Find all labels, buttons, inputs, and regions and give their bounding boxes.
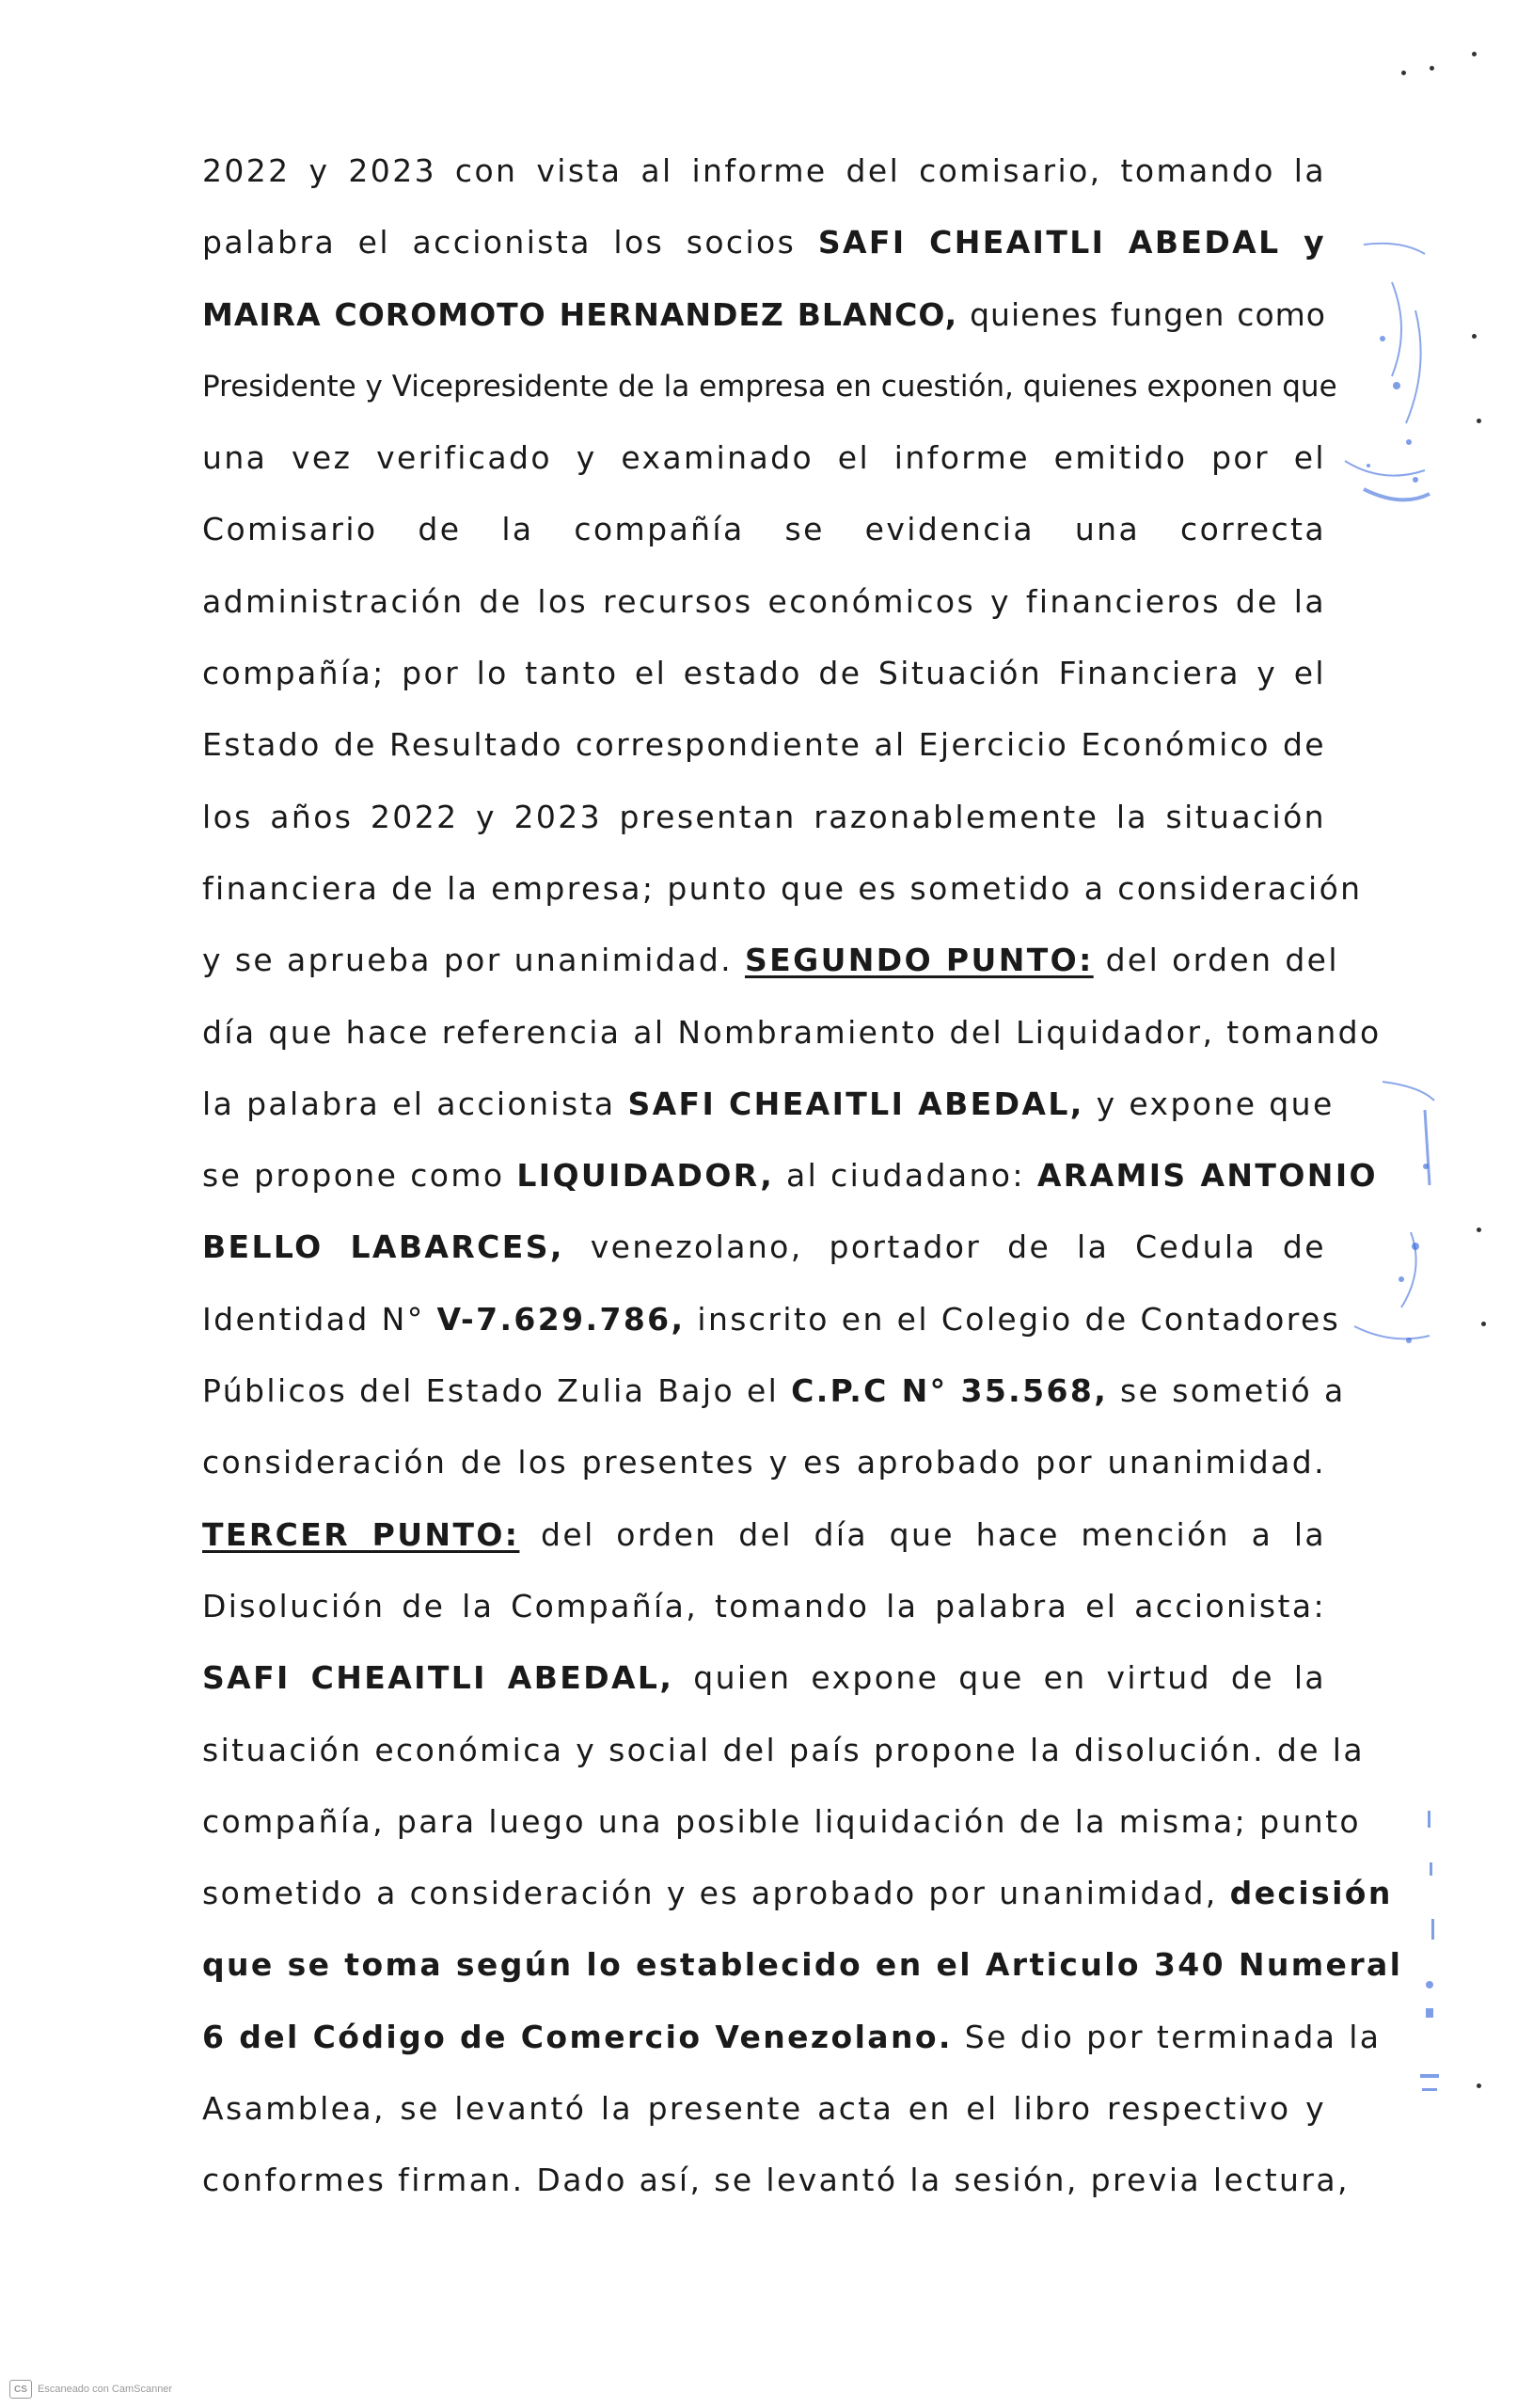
scan-speck xyxy=(1472,334,1477,339)
text-line: los años 2022 y 2023 presentan razonablemente la situación xyxy=(202,798,1326,835)
stamp-fragment xyxy=(1401,1806,1458,2116)
text-line: Estado de Resultado correspondiente al Ejercicio Económico de xyxy=(202,726,1326,764)
scan-speck xyxy=(1472,52,1477,56)
text-line: MAIRA COROMOTO HERNANDEZ BLANCO, quienes fungen como xyxy=(202,295,1326,333)
text-line: y se aprueba por unanimidad. SEGUNDO PUNTO: del orden del xyxy=(202,942,1339,979)
text-line: Presidente y Vicepresidente de la empresa en cuestión, quienes exponen que xyxy=(202,369,1337,404)
text-line: consideración de los presentes y es aprobado por unanimidad. xyxy=(202,1444,1326,1481)
text-line: TERCER PUNTO: del orden del día que hace mención a la xyxy=(202,1515,1327,1553)
camscanner-logo-icon: CS xyxy=(9,2380,32,2399)
text-line: BELLO LABARCES, venezolano, portador de la Cedula de xyxy=(202,1228,1326,1266)
text-line: Públicos del Estado Zulia Bajo el C.P.C N° 35.568, se sometió a xyxy=(202,1372,1346,1410)
decision-text: 6 del Código de Comercio Venezolano. xyxy=(202,2018,953,2055)
text-line: conformes firman. Dado así, se levantó la sesión, previa lectura, xyxy=(202,2162,1350,2199)
text-line: se propone como LIQUIDADOR, al ciudadano: ARAMIS ANTONIO xyxy=(202,1157,1378,1195)
scan-speck xyxy=(1477,1228,1481,1232)
text-line: la palabra el accionista SAFI CHEAITLI ABEDAL, y expone que xyxy=(202,1085,1335,1122)
tercer-punto-heading: TERCER PUNTO: xyxy=(202,1515,520,1553)
text-line: compañía; por lo tanto el estado de Situación Financiera y el xyxy=(202,655,1326,692)
text-line: Identidad N° V-7.629.786, inscrito en el Colegio de Contadores xyxy=(202,1300,1341,1338)
text-line: Disolución de la Compañía, tomando la palabra el accionista: xyxy=(202,1587,1326,1624)
decision-text: decisión xyxy=(1229,1875,1393,1912)
stamp-fragment xyxy=(1335,1054,1439,1354)
text-line: administración de los recursos económicos y financieros de la xyxy=(202,582,1326,620)
cpc-number: C.P.C N° 35.568, xyxy=(791,1372,1109,1410)
liquidador-label: LIQUIDADOR, xyxy=(516,1157,775,1195)
text-line: 6 del Código de Comercio Venezolano. Se dio por terminada la xyxy=(202,2018,1382,2055)
text-line: Comisario de la compañía se evidencia una correcta xyxy=(202,511,1326,548)
name-safi: SAFI CHEAITLI ABEDAL, xyxy=(202,1659,674,1697)
text-line: 2022 y 2023 con vista al informe del comisario, tomando la xyxy=(202,152,1326,189)
text-line: SAFI CHEAITLI ABEDAL, quien expone que en virtud de la xyxy=(202,1659,1327,1697)
name-safi: SAFI CHEAITLI ABEDAL, xyxy=(627,1085,1084,1122)
scan-speck xyxy=(1477,419,1481,423)
scan-speck xyxy=(1481,1322,1486,1326)
stamp-fragment xyxy=(1326,226,1430,527)
watermark-text: Escaneado con CamScanner xyxy=(38,2384,173,2395)
text-line xyxy=(202,1944,1403,2016)
decision-text: que se toma según lo establecido en el Articulo 340 Numeral xyxy=(202,1946,1403,1984)
text-line: sometido a consideración y es aprobado por unanimidad, decisión xyxy=(202,1875,1393,1912)
text-line: palabra el accionista los socios SAFI CHEAITLI ABEDAL y xyxy=(202,224,1326,261)
name-maira: MAIRA COROMOTO HERNANDEZ BLANCO, xyxy=(202,295,958,333)
scanner-watermark xyxy=(9,2380,172,2399)
text-line: compañía, para luego una posible liquidación de la misma; punto xyxy=(202,1802,1361,1840)
text-line: financiera de la empresa; punto que es sometido a consideración xyxy=(202,869,1363,907)
scan-speck xyxy=(1477,2083,1481,2088)
text-line: día que hace referencia al Nombramiento del Liquidador, tomando xyxy=(202,1013,1382,1051)
name-bello: BELLO LABARCES, xyxy=(202,1228,564,1266)
name-aramis: ARAMIS ANTONIO xyxy=(1036,1157,1378,1195)
scan-speck xyxy=(1430,66,1434,71)
scan-speck xyxy=(1401,71,1406,75)
document-body xyxy=(202,150,1403,2232)
name-safi: SAFI CHEAITLI ABEDAL y xyxy=(817,224,1326,261)
cedula-number: V-7.629.786, xyxy=(436,1300,686,1338)
text-line: Asamblea, se levantó la presente acta en el libro respectivo y xyxy=(202,2090,1326,2128)
segundo-punto-heading: SEGUNDO PUNTO: xyxy=(744,942,1094,979)
text-line: situación económica y social del país propone la disolución. de la xyxy=(202,1731,1365,1768)
text-line: una vez verificado y examinado el informe emitido por el xyxy=(202,439,1326,477)
